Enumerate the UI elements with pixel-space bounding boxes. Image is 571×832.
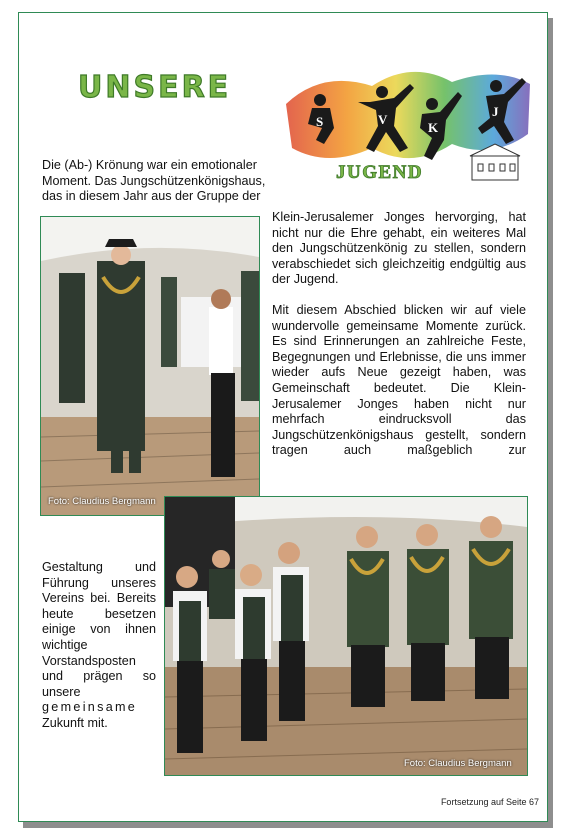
text-column-right-1: Klein-Jerusalemer Jonges hervorging, hat nicht nur die Ehre gehabt, ein weiteres Mal den Jungschützenkönig zu stellen, sondern verabschiedet sich gleichzeitig endgültig aus der Jugend. bbox=[272, 210, 526, 287]
text-column-intro: Die (Ab-) Krönung war ein emotionaler Moment. Das Jungschützenkönigshaus, das in diesem Jahr aus der Gruppe der bbox=[42, 158, 266, 204]
page-title: UNSERE bbox=[78, 70, 232, 105]
photo-credit-2: Foto: Claudius Bergmann bbox=[404, 758, 512, 769]
photo-youth-group bbox=[164, 496, 528, 776]
text-column-right-2: Mit diesem Abschied blicken wir auf viele wundervolle gemeinsame Momente zurück. Es sind Erinnerungen an zahlreiche Feste, Begegnungen und Erlebnisse, die uns immer wieder aufs Neue gezeigt haben, was Gemeinschaft bedeutet. Die Klein-Jerusalemer Jonges haben nicht nur mehrfach eindrucksvoll das Jungschützenkönigshaus gestellt, sondern tragen auch maßgeblich zur bbox=[272, 303, 526, 458]
photo-king-parade bbox=[40, 216, 260, 516]
photo-credit-1: Foto: Claudius Bergmann bbox=[48, 496, 156, 507]
continuation-note: Fortsetzung auf Seite 67 bbox=[440, 797, 539, 807]
logo-letter-k: K bbox=[428, 120, 439, 135]
logo-letter-v: V bbox=[378, 112, 388, 127]
logo-letter-j: J bbox=[492, 104, 499, 119]
text-column-left-bottom: Gestaltung und Führung unseres Vereins bei. Bereits heute besetzen einige von ihnen wichtige Vorstandsposten und prägen so unsere gemeinsame Zukunft mit. bbox=[42, 560, 156, 730]
logo-letter-s: S bbox=[316, 114, 324, 129]
logo-word-jugend: JUGEND bbox=[336, 162, 424, 183]
svkj-jugend-logo bbox=[282, 64, 534, 192]
